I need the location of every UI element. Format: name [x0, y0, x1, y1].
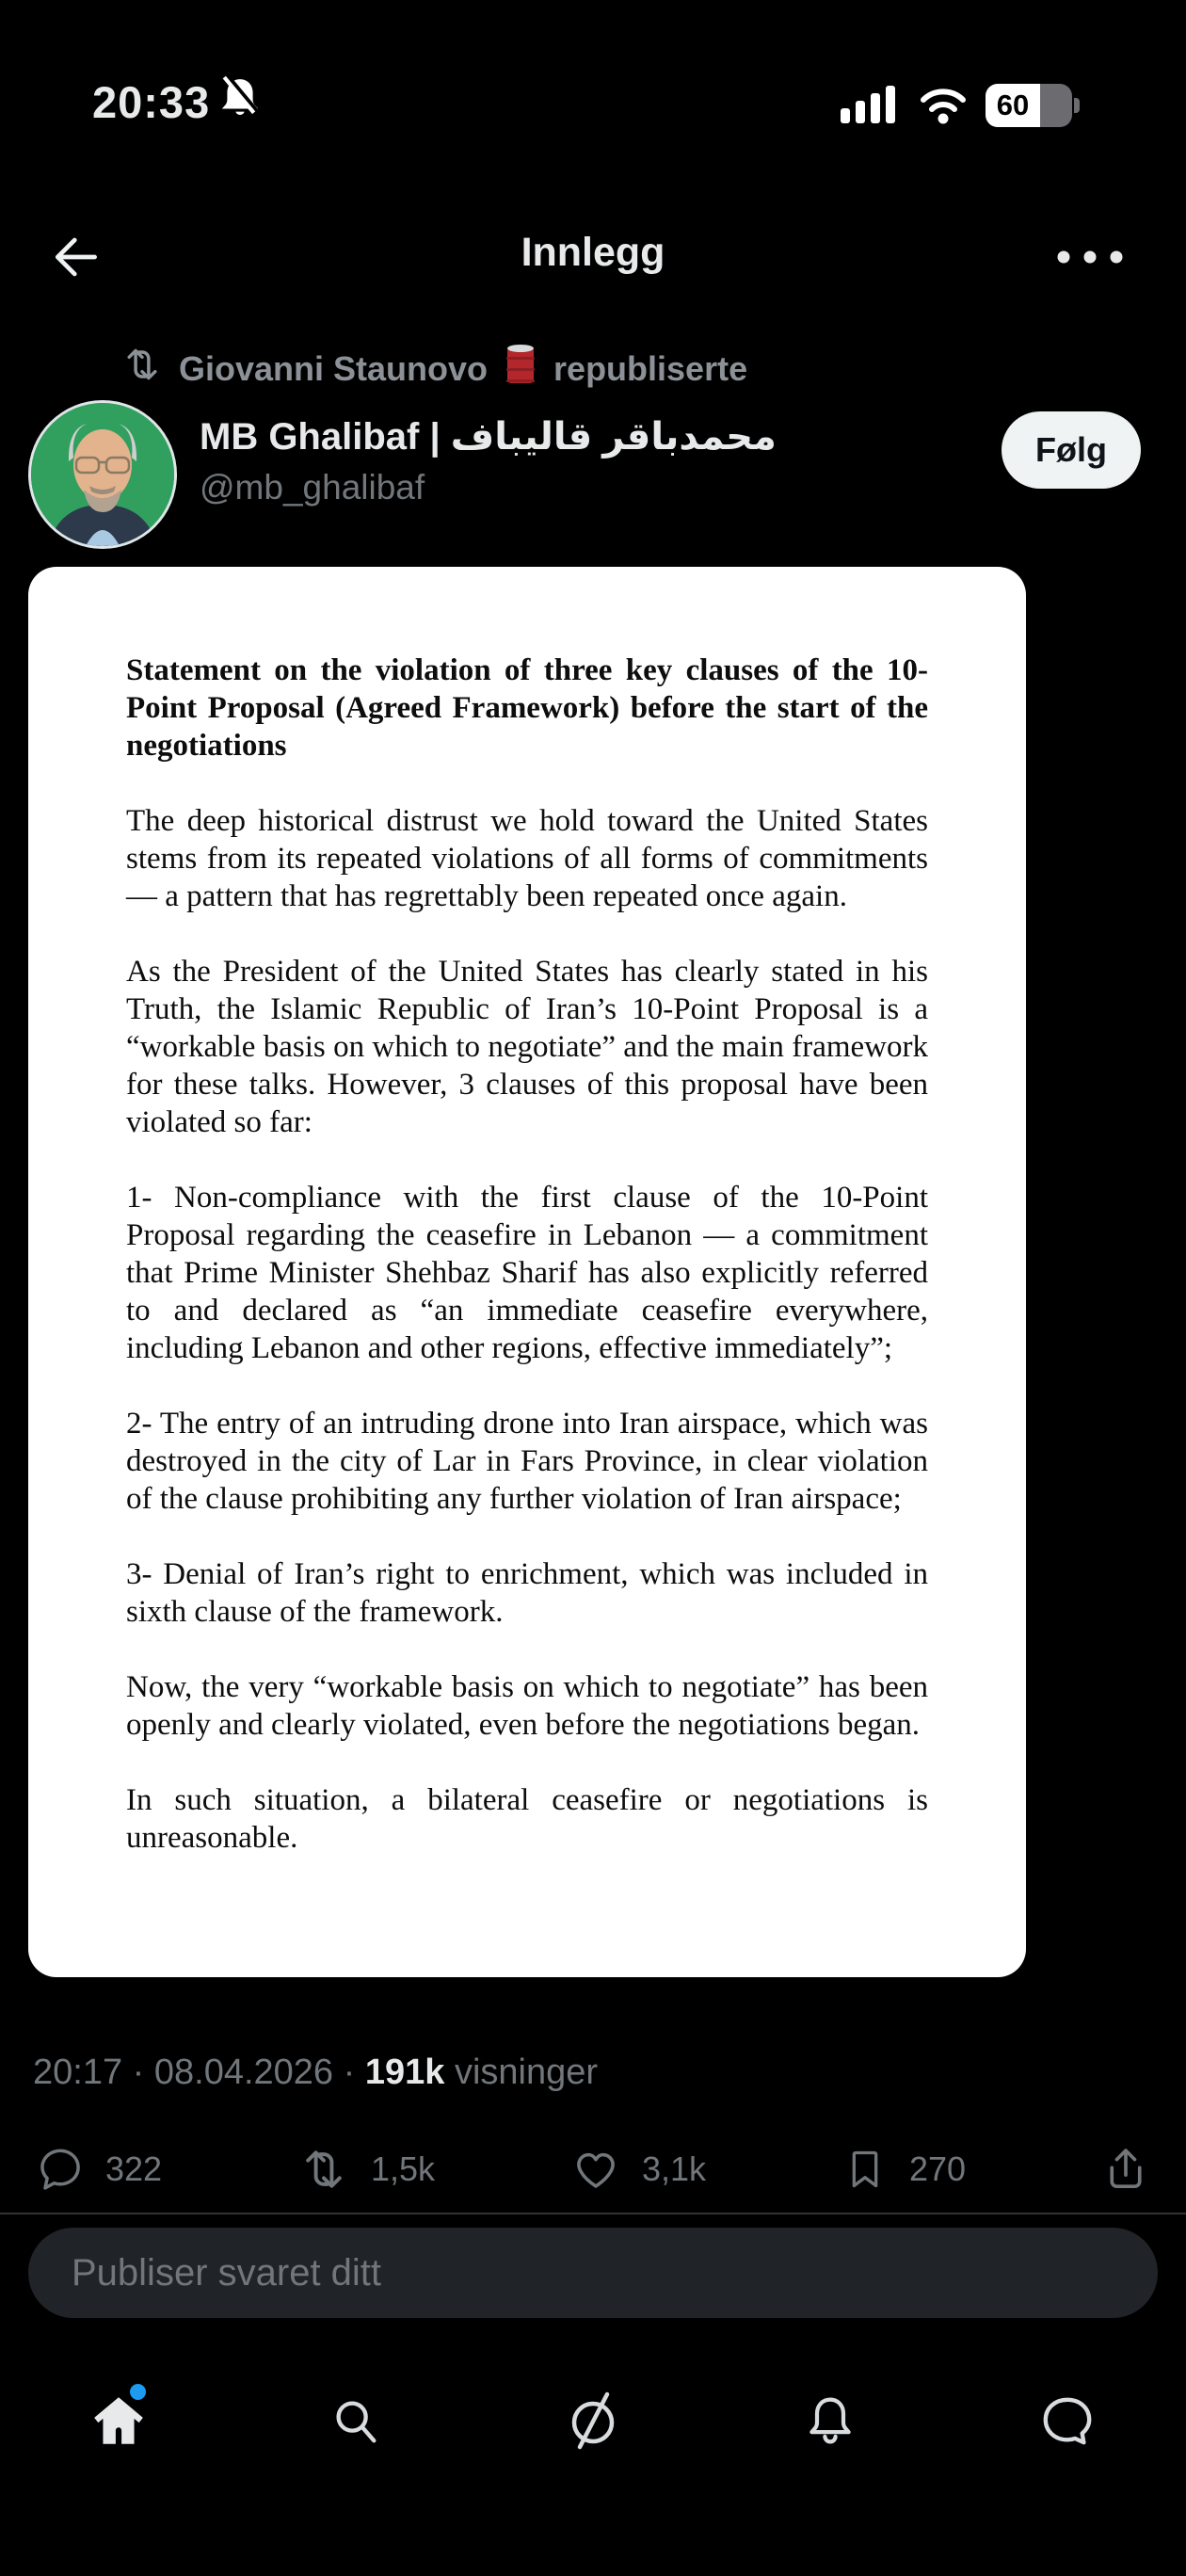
nav-search-button[interactable] — [327, 2390, 385, 2452]
letter-body — [126, 802, 928, 1857]
bookmark-icon — [841, 2144, 889, 2195]
status-time-group — [92, 75, 261, 129]
messages-icon — [1040, 2393, 1095, 2448]
post-meta — [33, 2053, 598, 2093]
bell-icon — [804, 2392, 857, 2449]
bookmark-button[interactable] — [841, 2144, 966, 2195]
nav-grok-button[interactable] — [564, 2390, 622, 2452]
repost-icon — [120, 343, 164, 394]
reply-input[interactable] — [72, 2252, 1114, 2294]
nav-notifications-button[interactable] — [801, 2390, 859, 2452]
status-bar — [0, 75, 1186, 141]
letter-paragraph: 1- Non-compliance with the first clause of the 10-Point Proposal regarding the ceasefire in Lebanon — a commitment that Prime Minister Shehbaz Sharif has also explicitly referred to and declared as “an immediate ceasefire everywhere, including Lebanon and other regions, effective immediately”; — [126, 1181, 928, 1365]
repost-button[interactable] — [297, 2143, 435, 2196]
reply-count: 322 — [105, 2149, 163, 2188]
meta-separator: · — [343, 2053, 356, 2092]
author-handle[interactable]: @mb_ghalibaf — [200, 468, 425, 507]
letter-paragraph: As the President of the United States has clearly stated in his Truth, the Islamic Republic of Iran’s 10-Point Proposal is a “workable basis on which to negotiate” and the main framework for these talks. However, 3 clauses of this proposal have been violated so far: — [126, 955, 928, 1139]
status-indicators — [841, 81, 1080, 129]
nav-home-button[interactable] — [89, 2390, 148, 2452]
three-dots-icon — [1054, 249, 1126, 266]
letter-image[interactable] — [28, 567, 1026, 1977]
like-button[interactable] — [570, 2144, 706, 2195]
oil-drum-emoji — [505, 344, 537, 394]
battery-icon — [986, 84, 1080, 127]
letter-paragraph: In such situation, a bilateral ceasefire or negotiations is unreasonable. — [126, 1783, 928, 1855]
reply-icon — [36, 2145, 85, 2194]
page-title: Innlegg — [521, 230, 665, 275]
more-options-button[interactable] — [1054, 249, 1126, 268]
letter-paragraph: 3- Denial of Iran’s right to enrichment, which was included in sixth clause of the framework. — [126, 1557, 928, 1629]
views-count: 191k — [364, 2053, 445, 2092]
bell-slash-icon — [219, 75, 261, 129]
avatar-portrait — [31, 403, 174, 546]
repost-action-label: republiserte — [553, 348, 748, 388]
wifi-icon — [916, 81, 970, 129]
cellular-signal-icon — [841, 82, 901, 128]
repost-count: 1,5k — [371, 2149, 436, 2188]
share-icon — [1101, 2144, 1150, 2195]
nav-messages-button[interactable] — [1038, 2390, 1097, 2452]
repost-icon — [297, 2143, 350, 2196]
divider — [0, 2213, 1186, 2214]
grok-icon — [565, 2391, 621, 2451]
author-name[interactable]: MB Ghalibaf | محمدباقر قاليباف — [200, 416, 777, 458]
home-icon — [89, 2391, 148, 2450]
bookmark-count: 270 — [908, 2149, 967, 2188]
reply-pill[interactable] — [28, 2228, 1158, 2318]
avatar[interactable] — [31, 403, 174, 546]
notification-dot — [130, 2384, 146, 2400]
letter-paragraph: 2- The entry of an intruding drone into Iran airspace, which was destroyed in the city of Lar in Fars Province, in clear violation of the clause prohibiting any further violation of Iran airspace; — [126, 1407, 928, 1516]
reposter-name: Giovanni Staunovo — [179, 348, 489, 388]
letter-paragraph: Now, the very “workable basis on which to negotiate” has been openly and clearly violated, even before the negotiations began. — [126, 1670, 928, 1742]
post-time: 20:17 — [33, 2053, 123, 2092]
battery-percent: 60 — [996, 88, 1030, 121]
like-count: 3,1k — [642, 2149, 707, 2188]
reply-button[interactable] — [36, 2145, 162, 2194]
action-bar — [0, 2139, 1186, 2199]
post-date: 08.04.2026 — [153, 2053, 334, 2092]
views-label: visninger — [454, 2053, 599, 2092]
repost-banner[interactable] — [120, 343, 747, 394]
letter-paragraph: The deep historical distrust we hold toward the United States stems from its repeated violations of all forms of commitments — a pattern that has regrettably been repeated once again. — [126, 804, 928, 913]
post-header — [0, 215, 1186, 305]
meta-separator: · — [132, 2053, 145, 2092]
share-button[interactable] — [1101, 2144, 1150, 2195]
bottom-nav — [0, 2369, 1186, 2472]
status-time: 20:33 — [92, 77, 211, 127]
author-block — [200, 415, 777, 507]
letter-text — [126, 652, 928, 1857]
search-icon — [329, 2393, 383, 2448]
heart-icon — [570, 2144, 621, 2195]
follow-button[interactable]: Følg — [1002, 411, 1141, 489]
letter-title: Statement on the violation of three key clauses of the 10-Point Proposal (Agreed Framework) before the start of the negotiations — [126, 653, 928, 763]
